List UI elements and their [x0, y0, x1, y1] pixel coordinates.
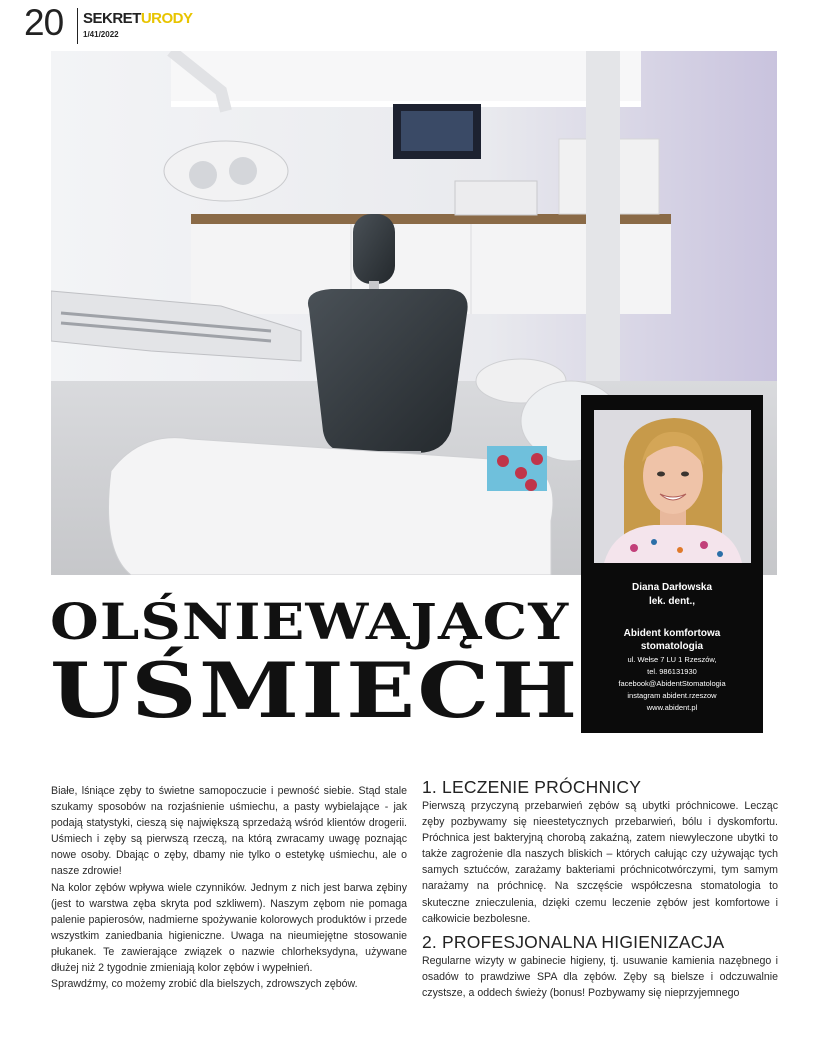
logo-part-1: SEKRET [83, 10, 141, 27]
magazine-logo [83, 10, 193, 27]
clinic-facebook: facebook@AbidentStomatologia [618, 679, 726, 688]
author-name: Diana Darłowska [631, 582, 713, 593]
clinic-instagram: instagram abident.rzeszow [627, 691, 717, 700]
section-caries [422, 776, 778, 927]
article-paragraph-2: Na kolor zębów wpływa wiele czynników. Jednym z nich jest barwa zębiny (jest to warstwa zęba skryta pod szkliwem). Naszym zębom nie pomaga palenie papierosów, nadmierne spożywanie kolorowych produktów i przede wszystkim zaniedbania higieniczne. Uwaga na nieumiejętne stosowanie płukanek. Te zawierające związek o nazwie chlorheksydyna, używane dłużej niż 2 tygodnie zmieniają kolor zębów i wypełnień. [51, 881, 407, 975]
author-profile-card [581, 395, 763, 733]
clinic-name-line-2: stomatologia [640, 641, 704, 652]
section-body-caries: Pierwszą przyczyną przebarwień zębów są ubytki próchnicowe. Lecząc zęby pozbywamy się nieestetycznych przebarwień, bólu i dyskomfortu. Próchnica jest bakteryjną chorobą zakaźną, zatem niewyleczone ubytki to także zagrożenie dla naszych bliskich – których całując czy używając tych samych sztućców, zarażamy bakteriami próchnicotwórczymi, tym samym narażamy na próchnicę. Na szczęście współczesna stomatologia to skuteczne znieczulenia, dzięki czemu leczenie zębów jest komfortowe i całkowicie bezbolesne. [422, 800, 778, 925]
author-portrait [594, 410, 751, 563]
clinic-name-line-1: Abident komfortowa [623, 628, 721, 639]
article-paragraph-1: Białe, lśniące zęby to świetne samopoczucie i pewność siebie. Stąd stale szukamy sposobów na rozjaśnienie uśmiechu, a pasty wybielające - jak podają statystyki, cieszą się największą sprzedażą wśród klientów drogerii. Uśmiech i zęby są pierwszą rzeczą, na którą zwracamy uwagę poznając nowe osoby. Dbając o zęby, dbamy nie tylko o estetykę uśmiechu, ale o nasze zdrowie! [51, 785, 407, 878]
issue-number: 1/41/2022 [83, 30, 119, 39]
headline-line-2: UŚMIECH [50, 646, 580, 735]
section-title-caries: 1. LECZENIE PRÓCHNICY [422, 777, 642, 797]
logo-part-2: URODY [140, 10, 193, 27]
page-number: 20 [24, 2, 64, 43]
clinic-phone: tel. 986131930 [647, 667, 697, 676]
author-portrait-illustration [594, 410, 751, 563]
article-left-column [51, 783, 407, 992]
author-credentials: lek. dent., [648, 596, 696, 607]
headline-line-1: OLŚNIEWAJĄCY [50, 592, 570, 651]
header-divider [77, 8, 78, 44]
clinic-name [581, 627, 763, 653]
section-hygiene [422, 931, 778, 1001]
clinic-address: ul. Wełse 7 LU 1 Rzeszów, [627, 655, 717, 664]
section-body-hygiene: Regularne wizyty w gabinecie higieny, tj. usuwanie kamienia nazębnego i osadów to prawdziwe SPA dla zębów. Zęby są bielsze i odczuwalnie czystsze, a oddech świeży (bonus! Pozbywamy się nieprzyjemnego [422, 955, 778, 1000]
article-paragraph-3: Sprawdźmy, co możemy zrobić dla bielszych, zdrowszych zębów. [51, 978, 358, 991]
section-title-hygiene: 2. PROFESJONALNA HIGIENIZACJA [422, 932, 725, 952]
clinic-website: www.abident.pl [646, 703, 698, 712]
